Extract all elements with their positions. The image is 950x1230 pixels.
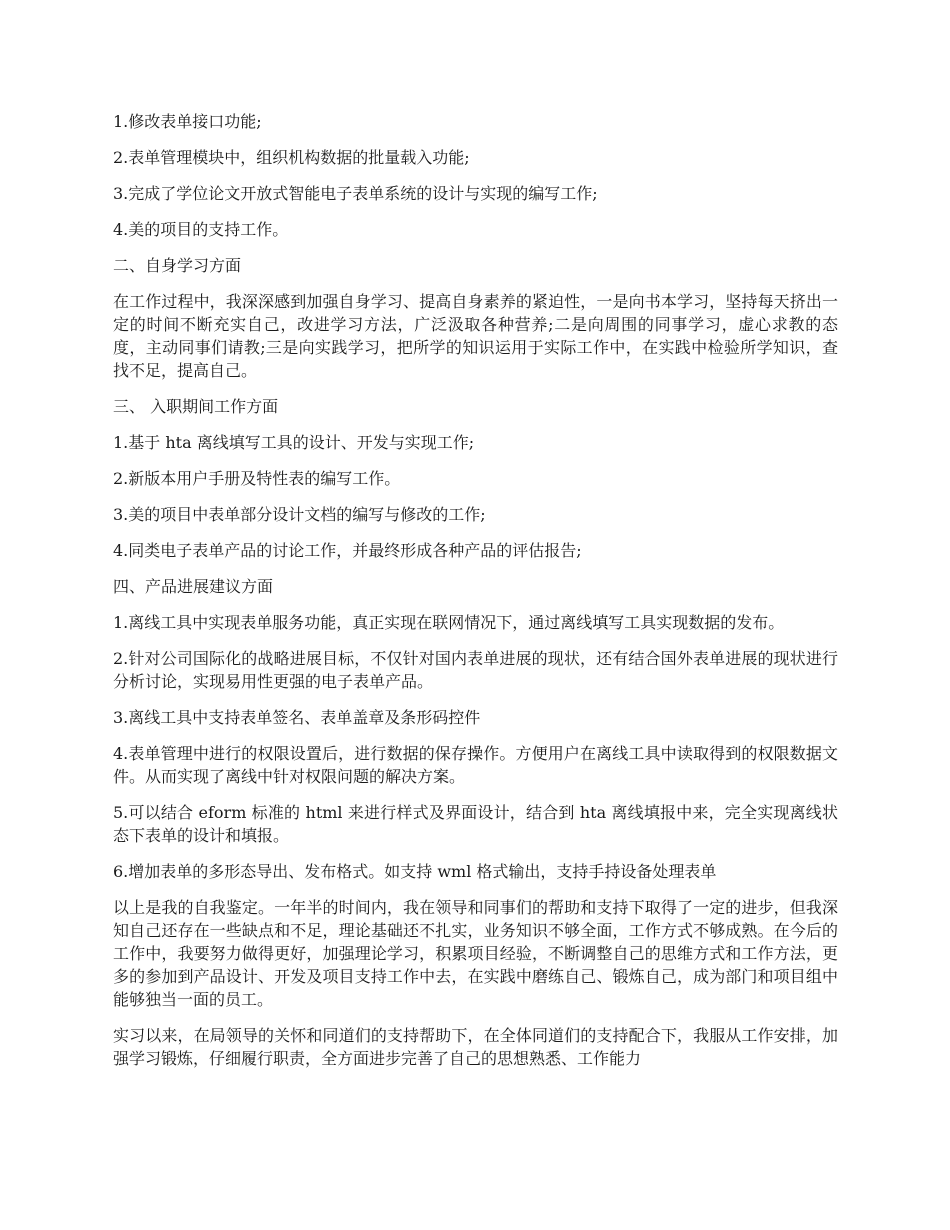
list-item: 3.离线工具中支持表单签名、表单盖章及条形码控件 — [113, 708, 481, 727]
section-heading-self-study: 二、自身学习方面 — [113, 256, 242, 275]
section-heading-suggestions: 四、产品进展建议方面 — [113, 577, 274, 596]
section-heading-work: 三、 入职期间工作方面 — [113, 397, 279, 416]
body-paragraph: 在工作过程中，我深深感到加强自身学习、提高自身素养的紧迫性，一是向书本学习，坚持每天挤出一定的时间不断充实自己，改进学习方法，广泛汲取各种营养;二是向周围的同事学习，虚心求教的态度，主动同事们请教;三是向实践学习，把所学的知识运用于实际工作中，在实践中检验所学知识，查找不足，提高自己。 — [113, 292, 838, 380]
list-item: 1.修改表单接口功能; — [113, 112, 262, 131]
list-item: 1.离线工具中实现表单服务功能，真正实现在联网情况下，通过离线填写工具实现数据的发布。 — [113, 613, 785, 632]
list-item: 4.美的项目的支持工作。 — [113, 220, 289, 239]
list-item: 3.完成了学位论文开放式智能电子表单系统的设计与实现的编写工作; — [113, 184, 598, 203]
list-item: 5.可以结合 eform 标准的 html 来进行样式及界面设计，结合到 hta 离线填报中来，完全实现离线状态下表单的设计和填报。 — [113, 803, 838, 845]
body-paragraph: 以上是我的自我鉴定。一年半的时间内，我在领导和同事们的帮助和支持下取得了一定的进步，但我深知自己还存在一些缺点和不足，理论基础还不扎实，业务知识不够全面，工作方式不够成熟。在今后的工作中，我要努力做得更好，加强理论学习，积累项目经验，不断调整自己的思维方式和工作方法，更多的参加到产品设计、开发及项目支持工作中去，在实践中磨练自己、锻炼自己，成为部门和项目组中能够独当一面的员工。 — [113, 898, 838, 1009]
document-page — [113, 110, 838, 1083]
list-item: 1.基于 hta 离线填写工具的设计、开发与实现工作; — [113, 433, 475, 452]
list-item: 4.同类电子表单产品的讨论工作，并最终形成各种产品的评估报告; — [113, 541, 582, 560]
list-item: 6.增加表单的多形态导出、发布格式。如支持 wml 格式输出，支持手持设备处理表单 — [113, 862, 717, 881]
list-item: 3.美的项目中表单部分设计文档的编写与修改的工作; — [113, 505, 486, 524]
list-item: 4.表单管理中进行的权限设置后，进行数据的保存操作。方便用户在离线工具中读取得到的权限数据文件。从而实现了离线中针对权限问题的解决方案。 — [113, 744, 838, 786]
list-item: 2.针对公司国际化的战略进展目标，不仅针对国内表单进展的现状，还有结合国外表单进展的现状进行分析讨论，实现易用性更强的电子表单产品。 — [113, 649, 838, 691]
body-paragraph: 实习以来，在局领导的关怀和同道们的支持帮助下，在全体同道们的支持配合下，我服从工作安排，加强学习锻炼，仔细履行职责，全方面进步完善了自己的思想熟悉、工作能力 — [113, 1026, 838, 1068]
list-item: 2.表单管理模块中，组织机构数据的批量载入功能; — [113, 148, 470, 167]
list-item: 2.新版本用户手册及特性表的编写工作。 — [113, 469, 401, 488]
